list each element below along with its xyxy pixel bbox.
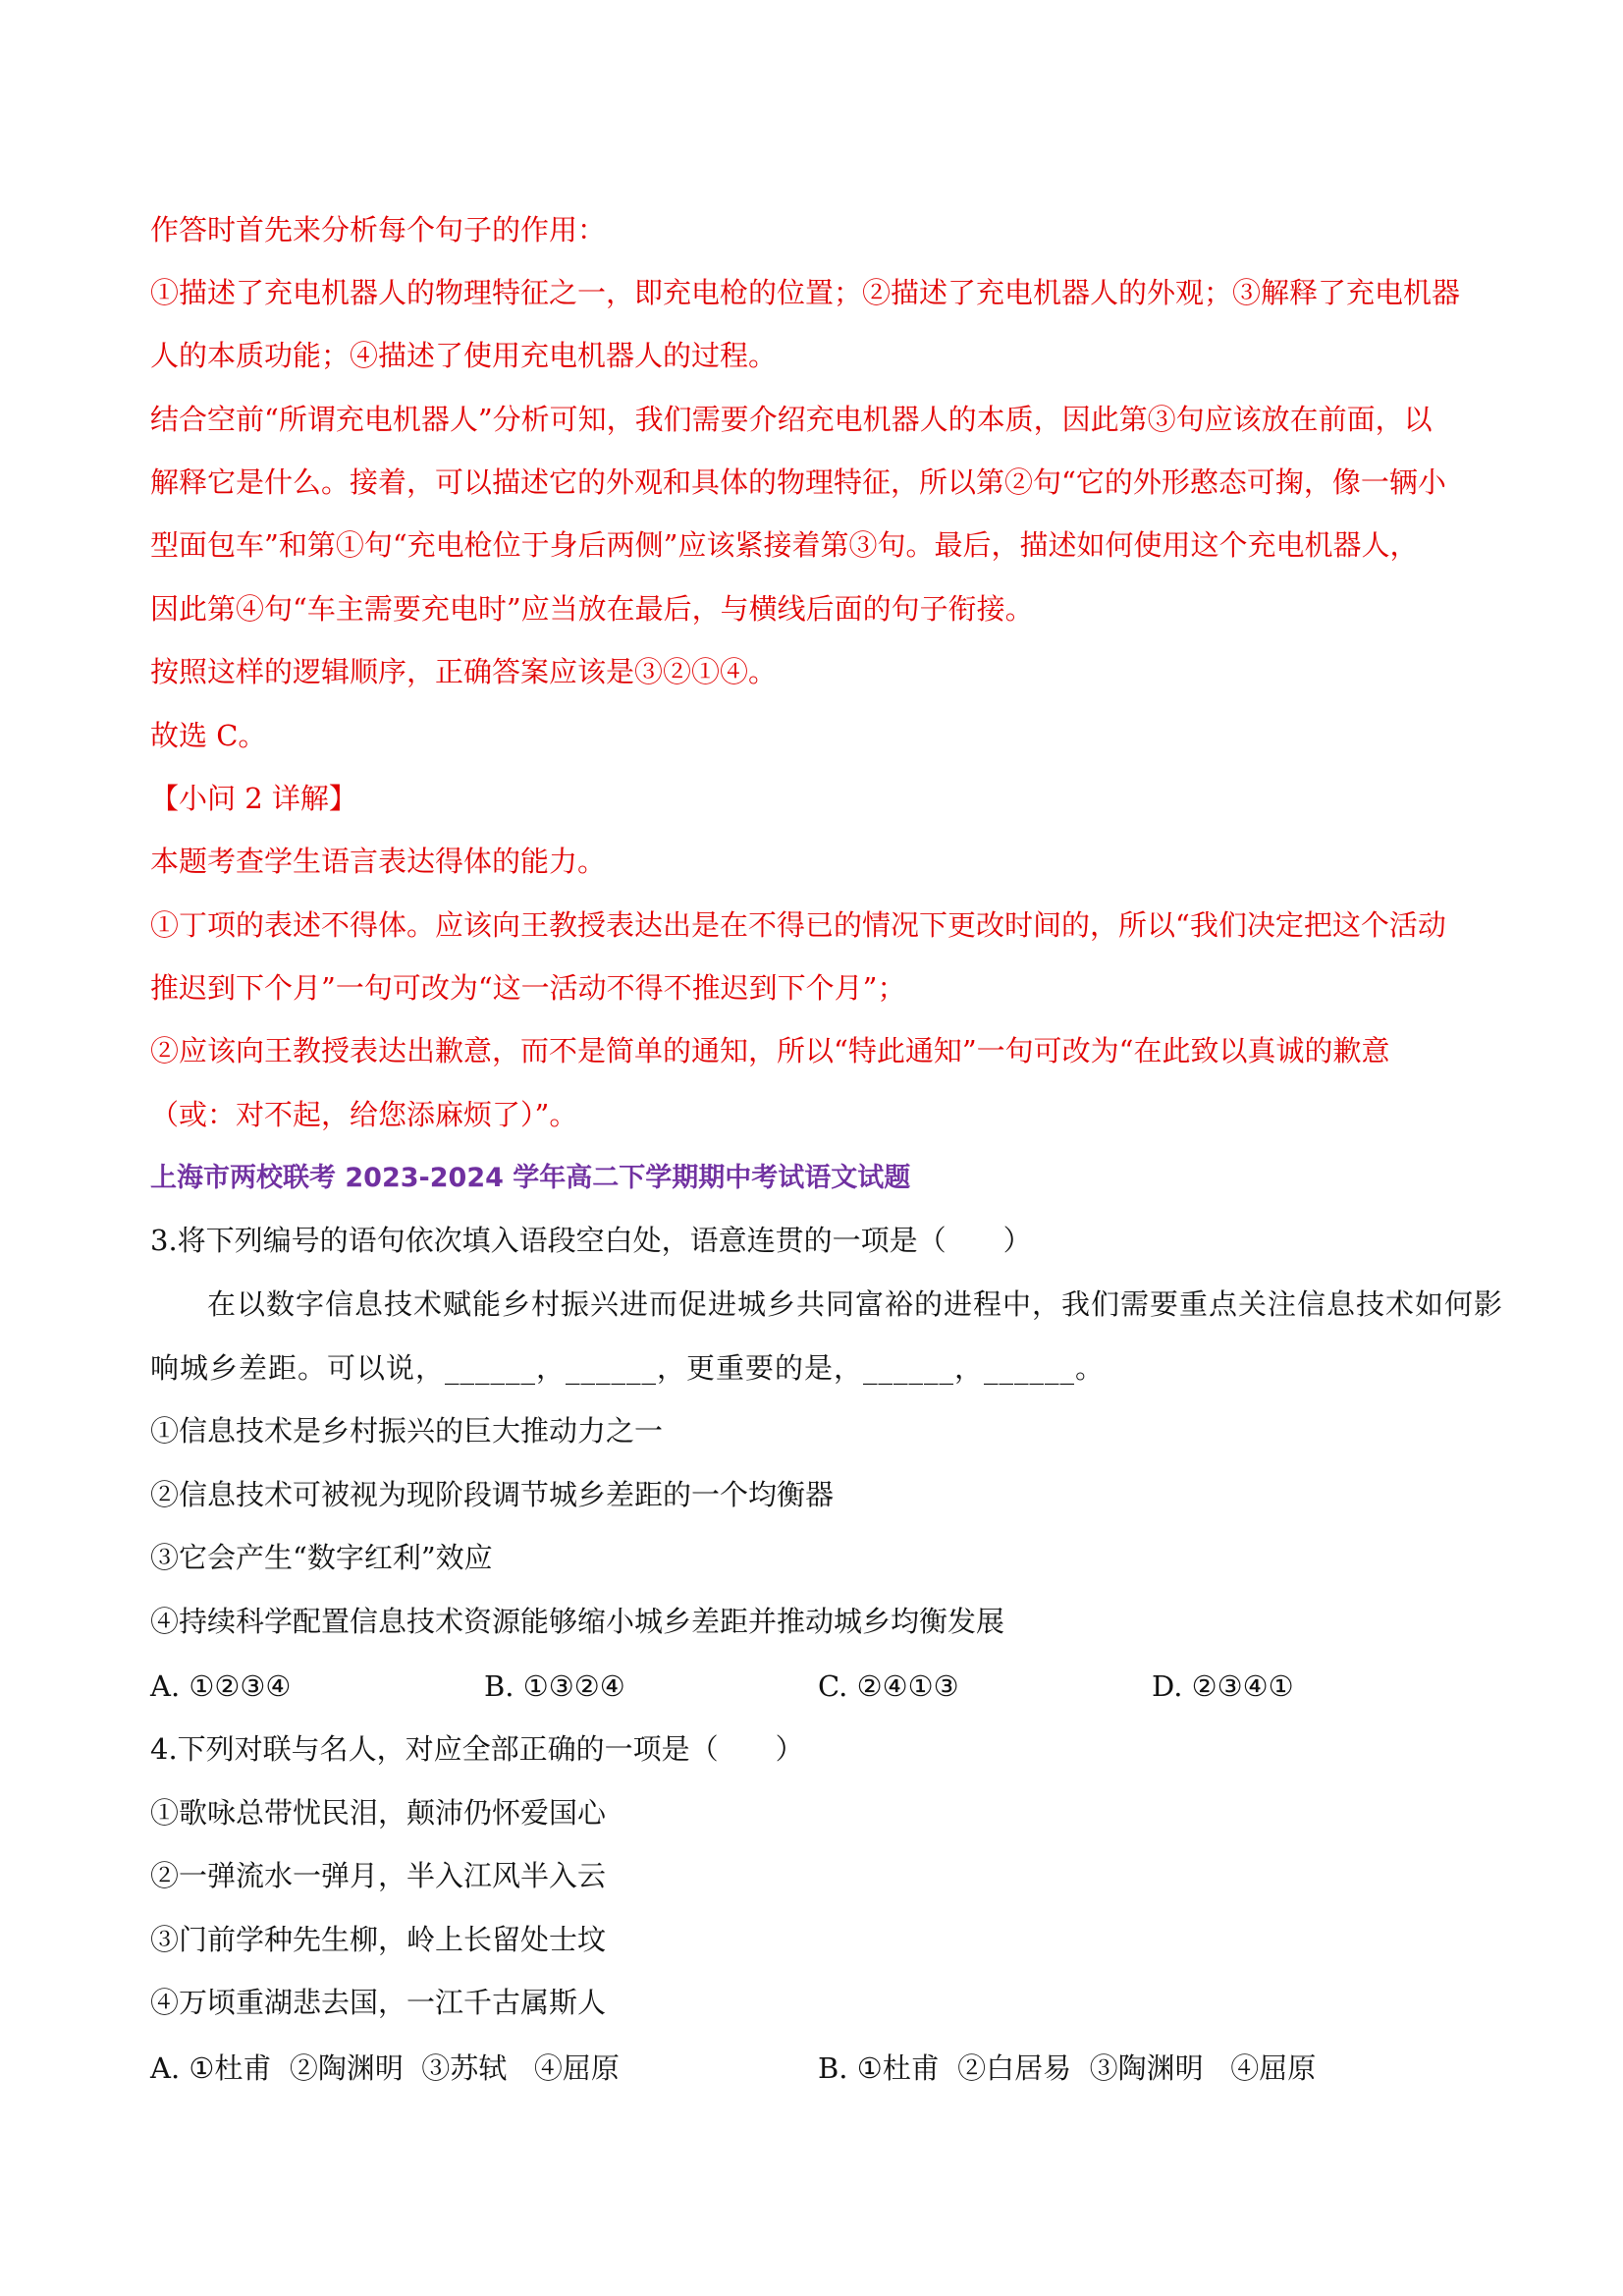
q2-intro: 本题考查学生语言表达得体的能力。 xyxy=(150,845,607,878)
q3-option-a: A. ①②③④ xyxy=(150,1669,292,1703)
q4-item: ③门前学种先生柳，岭上长留处士坟 xyxy=(150,1923,607,1956)
q3-option-c: C. ②④①③ xyxy=(818,1669,959,1703)
q3-option-d: D. ②③④① xyxy=(1152,1669,1294,1703)
q2-point-line: （或：对不起，给您添麻烦了）”。 xyxy=(150,1098,578,1131)
analysis-reasoning-line: 结合空前“所谓充电机器人”分析可知，我们需要介绍充电机器人的本质，因此第③句应该放在前面，以 xyxy=(150,403,1433,436)
analysis-reasoning-line: 因此第④句“车主需要充电时”应当放在最后，与横线后面的句子衔接。 xyxy=(150,592,1034,626)
q3-passage-line: 在以数字信息技术赋能乡村振兴进而促进城乡共同富裕的进程中，我们需要重点关注信息技术如何影 xyxy=(207,1287,1504,1321)
analysis-reasoning-line: 型面包车”和第①句“充电枪位于身后两侧”应该紧接着第③句。最后，描述如何使用这个充电机器人， xyxy=(150,528,1419,562)
q4-option-b: B. ①杜甫 ②白居易 ③陶渊明 ④屈原 xyxy=(818,2051,1317,2085)
q2-point-line: ②应该向王教授表达出歉意，而不是简单的通知，所以“特此通知”一句可改为“在此致以真诚的歉意 xyxy=(150,1034,1390,1067)
analysis-roles-line: 人的本质功能；④描述了使用充电机器人的过程。 xyxy=(150,339,778,372)
q4-item: ②一弹流水一弹月，半入江风半入云 xyxy=(150,1859,607,1892)
source-title: 上海市两校联考 2023-2024 学年高二下学期期中考试语文试题 xyxy=(150,1163,911,1193)
q4-item: ④万顷重湖悲去国，一江千古属斯人 xyxy=(150,1986,607,2019)
q3-item: ①信息技术是乡村振兴的巨大推动力之一 xyxy=(150,1414,664,1448)
q4-stem: 4.下列对联与名人，对应全部正确的一项是（ ） xyxy=(150,1732,804,1766)
analysis-reasoning-line: 解释它是什么。接着，可以描述它的外观和具体的物理特征，所以第②句“它的外形憨态可掬，像一辆小 xyxy=(150,465,1446,499)
q2-point-line: ①丁项的表述不得体。应该向王教授表达出是在不得已的情况下更改时间的，所以“我们决定把这个活动 xyxy=(150,908,1446,942)
analysis-order: 按照这样的逻辑顺序，正确答案应该是③②①④。 xyxy=(150,655,778,688)
q3-passage-line: 响城乡差距。可以说，______，______，更重要的是，______，______。 xyxy=(150,1351,1106,1385)
q3-item: ②信息技术可被视为现阶段调节城乡差距的一个均衡器 xyxy=(150,1478,835,1511)
q3-item: ③它会产生“数字红利”效应 xyxy=(150,1541,493,1574)
q3-option-b: B. ①③②④ xyxy=(484,1669,625,1703)
q2-header: 【小问 2 详解】 xyxy=(150,782,357,815)
analysis-intro: 作答时首先来分析每个句子的作用： xyxy=(150,213,607,246)
q3-item: ④持续科学配置信息技术资源能够缩小城乡差距并推动城乡均衡发展 xyxy=(150,1605,1005,1638)
analysis-choice: 故选 C。 xyxy=(150,719,267,752)
analysis-roles-line: ①描述了充电机器人的物理特征之一，即充电枪的位置；②描述了充电机器人的外观；③解释了充电机器 xyxy=(150,276,1461,309)
q4-item: ①歌咏总带忧民泪，颠沛仍怀爱国心 xyxy=(150,1796,607,1830)
q3-stem: 3.将下列编号的语句依次填入语段空白处，语意连贯的一项是（ ） xyxy=(150,1224,1032,1257)
q4-option-a: A. ①杜甫 ②陶渊明 ③苏轼 ④屈原 xyxy=(150,2051,620,2085)
q2-point-line: 推迟到下个月”一句可改为“这一活动不得不推迟到下个月”； xyxy=(150,971,906,1005)
